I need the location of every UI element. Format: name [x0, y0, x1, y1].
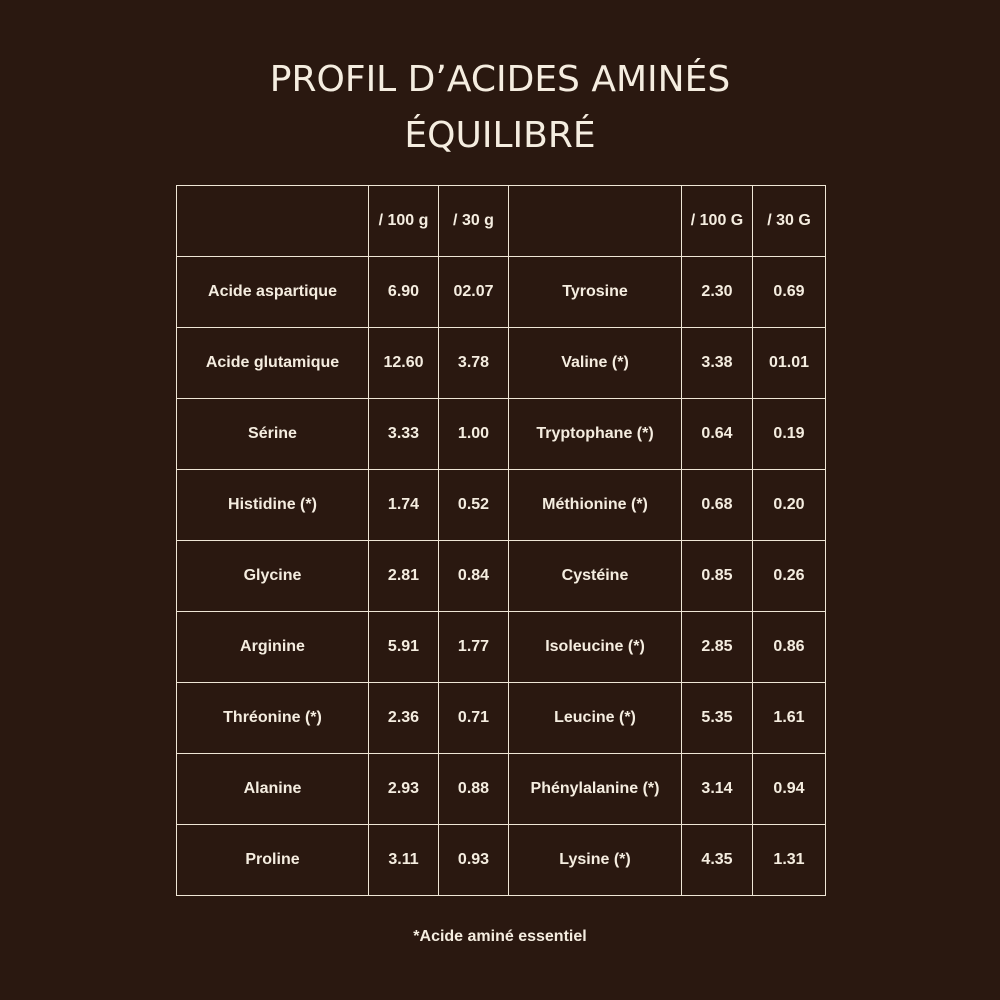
- amino-acid-name-cell: Phénylalanine (*): [509, 754, 682, 825]
- amino-acid-name-cell: Tryptophane (*): [509, 399, 682, 470]
- amino-acid-name-cell: Acide aspartique: [177, 257, 369, 328]
- page-title-line-1: PROFIL D’ACIDES AMINÉS: [269, 59, 731, 100]
- table-row: [177, 612, 826, 683]
- header-cell-right-name: [509, 186, 682, 257]
- value-per-30g-cell: 0.86: [753, 612, 826, 683]
- value-per-100g-cell: 4.35: [682, 825, 753, 896]
- value-per-100g-cell: 5.91: [369, 612, 439, 683]
- amino-acid-name-cell: Glycine: [177, 541, 369, 612]
- amino-acid-name-cell: Isoleucine (*): [509, 612, 682, 683]
- table-row: [177, 257, 826, 328]
- table-row: [177, 541, 826, 612]
- amino-acid-name-cell: Sérine: [177, 399, 369, 470]
- value-per-100g-cell: 2.81: [369, 541, 439, 612]
- amino-acid-table: [176, 185, 826, 896]
- value-per-100g-cell: 12.60: [369, 328, 439, 399]
- table-row: [177, 399, 826, 470]
- table-row: [177, 328, 826, 399]
- table-header-row: [177, 186, 826, 257]
- value-per-30g-cell: 1.61: [753, 683, 826, 754]
- value-per-100g-cell: 3.14: [682, 754, 753, 825]
- value-per-30g-cell: 0.88: [439, 754, 509, 825]
- header-cell-left-per-30g: / 30 g: [439, 186, 509, 257]
- value-per-100g-cell: 2.93: [369, 754, 439, 825]
- amino-acid-name-cell: Alanine: [177, 754, 369, 825]
- table-row: [177, 470, 826, 541]
- amino-acid-name-cell: Valine (*): [509, 328, 682, 399]
- amino-acid-name-cell: Lysine (*): [509, 825, 682, 896]
- amino-acid-name-cell: Leucine (*): [509, 683, 682, 754]
- value-per-100g-cell: 3.33: [369, 399, 439, 470]
- value-per-30g-cell: 1.00: [439, 399, 509, 470]
- value-per-30g-cell: 3.78: [439, 328, 509, 399]
- value-per-100g-cell: 2.30: [682, 257, 753, 328]
- value-per-100g-cell: 5.35: [682, 683, 753, 754]
- value-per-30g-cell: 0.69: [753, 257, 826, 328]
- amino-acid-name-cell: Histidine (*): [177, 470, 369, 541]
- amino-acid-name-cell: Cystéine: [509, 541, 682, 612]
- value-per-30g-cell: 1.31: [753, 825, 826, 896]
- value-per-100g-cell: 3.11: [369, 825, 439, 896]
- value-per-100g-cell: 3.38: [682, 328, 753, 399]
- page-title: [0, 52, 1000, 164]
- value-per-30g-cell: 02.07: [439, 257, 509, 328]
- amino-acid-name-cell: Méthionine (*): [509, 470, 682, 541]
- value-per-30g-cell: 0.93: [439, 825, 509, 896]
- value-per-30g-cell: 0.52: [439, 470, 509, 541]
- amino-acid-name-cell: Proline: [177, 825, 369, 896]
- amino-acid-name-cell: Tyrosine: [509, 257, 682, 328]
- value-per-30g-cell: 01.01: [753, 328, 826, 399]
- value-per-100g-cell: 0.85: [682, 541, 753, 612]
- amino-acid-name-cell: Thréonine (*): [177, 683, 369, 754]
- value-per-100g-cell: 0.68: [682, 470, 753, 541]
- value-per-30g-cell: 0.71: [439, 683, 509, 754]
- value-per-30g-cell: 0.19: [753, 399, 826, 470]
- table-row: [177, 754, 826, 825]
- amino-acid-table-body: [177, 186, 826, 896]
- value-per-100g-cell: 2.36: [369, 683, 439, 754]
- header-cell-right-per-30g: / 30 G: [753, 186, 826, 257]
- footnote: *Acide aminé essentiel: [413, 928, 587, 945]
- value-per-30g-cell: 0.94: [753, 754, 826, 825]
- header-cell-left-name: [177, 186, 369, 257]
- page-title-line-2: ÉQUILIBRÉ: [404, 115, 596, 156]
- header-cell-left-per-100g: / 100 g: [369, 186, 439, 257]
- table-row: [177, 683, 826, 754]
- value-per-100g-cell: 2.85: [682, 612, 753, 683]
- value-per-100g-cell: 6.90: [369, 257, 439, 328]
- value-per-30g-cell: 0.84: [439, 541, 509, 612]
- value-per-30g-cell: 0.26: [753, 541, 826, 612]
- value-per-100g-cell: 0.64: [682, 399, 753, 470]
- amino-acid-name-cell: Arginine: [177, 612, 369, 683]
- amino-acid-name-cell: Acide glutamique: [177, 328, 369, 399]
- value-per-100g-cell: 1.74: [369, 470, 439, 541]
- header-cell-right-per-100g: / 100 G: [682, 186, 753, 257]
- table-row: [177, 825, 826, 896]
- value-per-30g-cell: 1.77: [439, 612, 509, 683]
- value-per-30g-cell: 0.20: [753, 470, 826, 541]
